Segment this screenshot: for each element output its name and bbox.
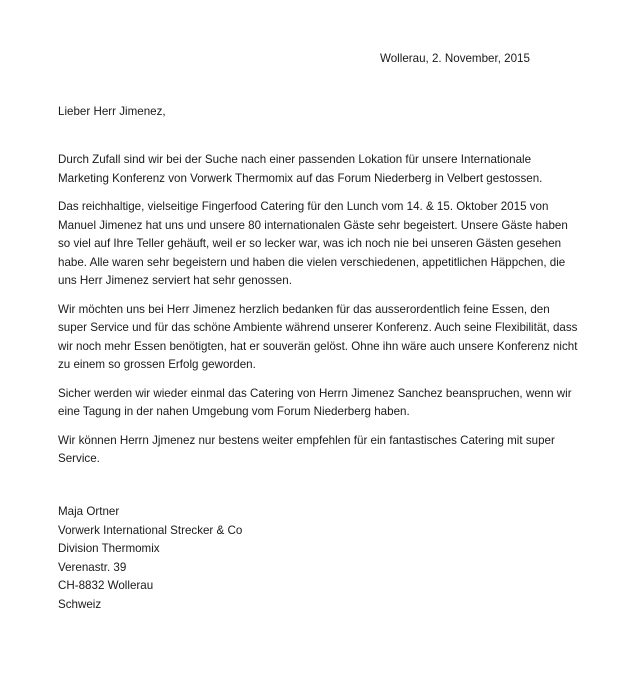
signature-company: Vorwerk International Strecker & Co — [58, 523, 243, 537]
body-paragraph-3: Wir möchten uns bei Herr Jimenez herzlich bedanken für das ausserordentlich feine Essen, den super Service und für das schöne Ambiente während unserer Konferenz. Auch seine Flexibilität, dass wir noch mehr Essen benötigten, hat er souverän gelöst. Ohne ihn wäre auch unsere Konferenz nicht zu einem so grossen Erfolg geworden. — [58, 302, 578, 371]
body-paragraph-1: Durch Zufall sind wir bei der Suche nach einer passenden Lokation für unsere Internationale Marketing Konferenz von Vorwerk Thermomix auf das Forum Niederberg in Velbert gestossen. — [58, 153, 543, 185]
body-paragraph-4: Sicher werden wir wieder einmal das Catering von Herrn Jimenez Sanchez beanspruchen, wenn wir eine Tagung in der nahen Umgebung vom Forum Niederberg haben. — [58, 386, 572, 418]
body-paragraph-2: Das reichhaltige, vielseitige Fingerfood Catering für den Lunch vom 14. & 15. Oktober 2015 von Manuel Jimenez hat uns und unsere 80 internationalen Gäste sehr begeistert. Unsere Gäste haben so viel auf Ihre Teller gehäuft, weil er so lecker war, was ich noch nie bei unseren Gästen gesehen habe. Alle waren sehr begeistern und haben die vielen verschiedenen, appetitlichen Häppchen, die uns Herr Jimenez serviert hat sehr genossen. — [58, 200, 568, 287]
signature-name: Maja Ortner — [58, 505, 120, 518]
letter-date: Wollerau, 2. November, 2015 — [380, 52, 530, 65]
signature-country: Schweiz — [58, 597, 102, 611]
signature-street: Verenastr. 39 — [58, 560, 127, 574]
signature-division: Division Thermomix — [58, 542, 160, 555]
body-paragraph-5: Wir können Herrn Jjmenez nur bestens weiter empfehlen für ein fantastisches Catering mit super Service. — [58, 433, 555, 465]
signature-block — [58, 503, 242, 614]
letter-body — [58, 151, 578, 479]
signature-city: CH-8832 Wollerau — [58, 579, 154, 592]
letter-salutation: Lieber Herr Jimenez, — [58, 105, 166, 118]
